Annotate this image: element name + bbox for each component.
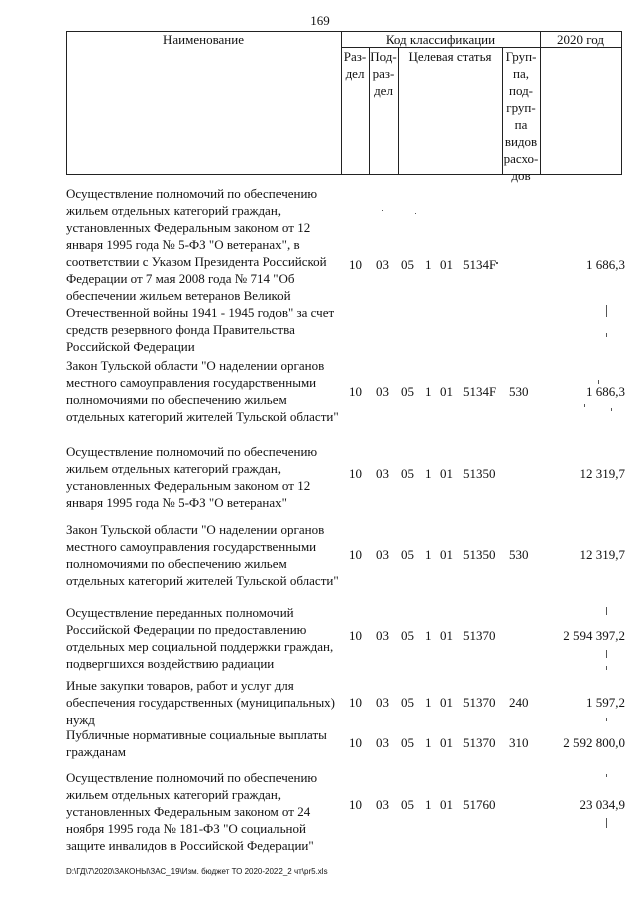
row-name: Иные закупки товаров, работ и услуг для обеспечения государственных (муниципальных) нужд	[66, 678, 336, 727]
cell-razdel: 10	[349, 547, 362, 562]
row-name: Закон Тульской области "О наделении органов местного самоуправления государственными полномочиями по обеспечению жильем отдельных категорий жителей Тульской области"	[66, 358, 339, 424]
cell-cs2: 1	[425, 628, 432, 643]
cell-cs1: 05	[401, 735, 414, 750]
row-name: Осуществление полномочий по обеспечению жильем отдельных категорий граждан, установленных Федеральным законом от 12 января 1995 года № 5-ФЗ "О ветеранах"	[66, 444, 318, 510]
cell-amount: 2 594 397,2	[563, 628, 625, 643]
cell-cs3: 01	[440, 735, 453, 750]
header-section: Раз- дел	[343, 49, 367, 81]
header-year: 2020 год	[557, 32, 604, 47]
cell-amount: 1 597,2	[586, 695, 625, 710]
cell-cs4: 51370	[463, 735, 496, 750]
cell-cs4: 51350	[463, 466, 496, 481]
cell-podrazdel: 03	[376, 797, 389, 812]
header-subsection: Под- раз- дел	[370, 49, 397, 98]
cell-razdel: 10	[349, 628, 362, 643]
cell-cs2: 1	[425, 466, 432, 481]
cell-cs3: 01	[440, 384, 453, 399]
row-name: Осуществление полномочий по обеспечению жильем отдельных категорий граждан, установленных Федеральным законом от 12 января 1995 года № 5-ФЗ "О ветеранах", в соответствии с Указом Президента Российской Федерации от 7 мая 2008 года № 714 "Об обеспечении жильем ветеранов Великой Отечественной войны 1941 - 1945 годов" за счет средств резервного фонда Правительства Российской Федерации	[66, 186, 335, 354]
cell-amount: 1 686,3	[586, 384, 625, 399]
cell-cs1: 05	[401, 384, 414, 399]
cell-podrazdel: 03	[376, 257, 389, 272]
cell-cs1: 05	[401, 695, 414, 710]
cell-cs3: 01	[440, 547, 453, 562]
header-target-article: Целевая статья	[408, 49, 492, 64]
cell-cs2: 1	[425, 384, 432, 399]
cell-podrazdel: 03	[376, 628, 389, 643]
cell-cs4: 5134F	[463, 384, 497, 399]
cell-cs3: 01	[440, 695, 453, 710]
cell-amount: 2 592 800,0	[563, 735, 625, 750]
cell-cs3: 01	[440, 797, 453, 812]
cell-group: 310	[509, 735, 529, 750]
header-name: Наименование	[163, 32, 244, 47]
cell-amount: 23 034,9	[579, 797, 625, 812]
row-name: Публичные нормативные социальные выплаты гражданам	[66, 727, 327, 759]
cell-cs3: 01	[440, 466, 453, 481]
cell-razdel: 10	[349, 695, 362, 710]
header-group: Груп- па, под- груп- па видов расхо- дов	[503, 49, 539, 183]
cell-cs3: 01	[440, 628, 453, 643]
row-name: Осуществление переданных полномочий Российской Федерации по предоставлению отдельных мер социальной поддержки граждан, подвергшихся воздействию радиации	[66, 605, 334, 671]
cell-razdel: 10	[349, 797, 362, 812]
cell-cs4: 5134F	[463, 257, 497, 272]
cell-razdel: 10	[349, 384, 362, 399]
cell-amount: 12 319,7	[579, 466, 625, 481]
cell-amount: 12 319,7	[579, 547, 625, 562]
cell-podrazdel: 03	[376, 384, 389, 399]
page-number: 169	[310, 13, 330, 28]
cell-amount: 1 686,3	[586, 257, 625, 272]
file-path-footer: D:\ГД\7\2020\ЗАКОНЫ\ЗАС_19\Изм. бюджет ТО 2020-2022_2 чт\pr5.xls	[66, 867, 328, 876]
cell-cs2: 1	[425, 547, 432, 562]
cell-cs1: 05	[401, 257, 414, 272]
cell-razdel: 10	[349, 735, 362, 750]
cell-cs4: 51350	[463, 547, 496, 562]
cell-group: 530	[509, 384, 529, 399]
cell-podrazdel: 03	[376, 466, 389, 481]
cell-cs1: 05	[401, 797, 414, 812]
cell-cs2: 1	[425, 735, 432, 750]
cell-group: 530	[509, 547, 529, 562]
cell-cs4: 51370	[463, 628, 496, 643]
cell-cs4: 51760	[463, 797, 496, 812]
cell-cs2: 1	[425, 797, 432, 812]
cell-razdel: 10	[349, 257, 362, 272]
cell-podrazdel: 03	[376, 547, 389, 562]
cell-cs3: 01	[440, 257, 453, 272]
cell-cs1: 05	[401, 628, 414, 643]
cell-group: 240	[509, 695, 529, 710]
row-name: Закон Тульской области "О наделении органов местного самоуправления государственными полномочиями по обеспечению жильем отдельных категорий жителей Тульской области"	[66, 522, 339, 588]
row-name: Осуществление полномочий по обеспечению жильем отдельных категорий граждан, установленных Федеральным законом от 24 ноября 1995 года № 181-ФЗ "О социальной защите инвалидов в Российской Федерации"	[66, 770, 318, 853]
cell-cs1: 05	[401, 547, 414, 562]
cell-cs2: 1	[425, 695, 432, 710]
cell-cs4: 51370	[463, 695, 496, 710]
header-code: Код классификации	[385, 32, 496, 47]
cell-podrazdel: 03	[376, 695, 389, 710]
cell-cs2: 1	[425, 257, 432, 272]
cell-cs1: 05	[401, 466, 414, 481]
cell-podrazdel: 03	[376, 735, 389, 750]
cell-razdel: 10	[349, 466, 362, 481]
